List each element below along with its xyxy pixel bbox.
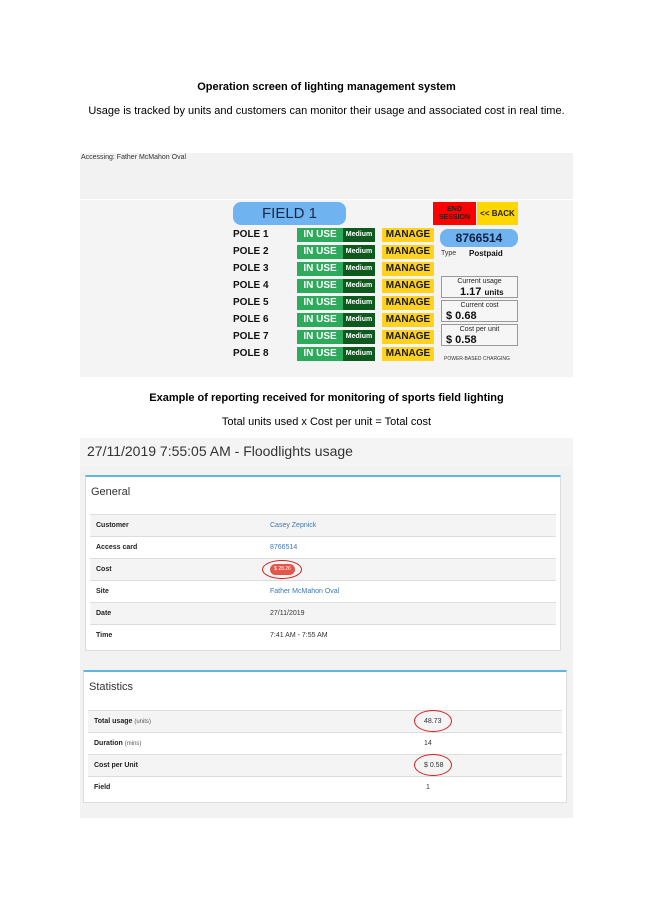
pole-status-button[interactable]: IN USE [297,245,343,259]
field-title: FIELD 1 [233,202,346,225]
pole-level-badge: Medium [343,228,375,242]
pole-label: POLE 2 [233,246,269,257]
reporting-formula: Total units used x Cost per unit = Total cost [221,416,432,428]
pole-label: POLE 1 [233,229,269,240]
general-row-time [90,624,556,646]
accessing-site-label: Accessing: Father McMahon Oval [81,154,187,161]
row-key: Customer [96,522,129,529]
general-row-cost [90,558,556,580]
pole-row-6 [231,313,434,328]
current-usage-label: Current usage [457,278,502,285]
reporting-heading: Example of reporting received for monitoring of sports field lighting [149,392,504,404]
pole-status-button[interactable]: IN USE [297,330,343,344]
pole-status-button[interactable]: IN USE [297,279,343,293]
current-usage-units: units [484,288,504,297]
row-key-unit: (units) [134,719,152,725]
row-key-label: Cost per Unit [94,762,138,769]
pole-manage-button[interactable]: MANAGE [382,313,434,327]
general-row-site [90,580,556,602]
pole-level-badge: Medium [343,313,375,327]
cost-per-unit-label: Cost per unit [459,326,500,333]
pole-level-badge: Medium [343,262,375,276]
general-panel-title: General [91,486,131,498]
cost-per-unit-highlight-circle [414,754,452,776]
operation-screen-heading: Operation screen of lighting management system [197,81,456,93]
pole-label: POLE 8 [233,348,269,359]
current-cost-box [441,300,518,322]
pole-manage-button[interactable]: MANAGE [382,279,434,293]
cost-badge: $ 28.26 [270,564,295,575]
end-session-button[interactable] [433,202,476,225]
field-value: 1 [426,784,430,791]
account-type-label: Type [441,250,457,257]
duration-value: 14 [424,740,432,747]
site-link[interactable]: Father McMahon Oval [270,588,340,595]
access-card-number: 8766514 [440,229,518,247]
pole-row-2 [231,245,434,260]
stats-row-field [88,776,562,798]
end-session-label-line1: END [447,206,462,213]
pole-row-1 [231,228,434,243]
row-key [94,784,110,791]
pole-manage-button[interactable]: MANAGE [382,245,434,259]
cost-per-unit-box [441,324,518,346]
general-row-access-card [90,536,556,558]
row-key: Date [96,610,112,617]
general-row-customer [90,514,556,536]
access-card-link[interactable]: 8766514 [270,544,298,551]
end-session-label-line2: SESSION [438,214,471,221]
pole-level-badge: Medium [343,296,375,310]
pole-row-3 [231,262,434,277]
current-usage-value: 1.17 [460,286,482,298]
general-panel [85,475,561,651]
cost-highlight-circle [262,560,302,579]
stats-row-cost-per-unit [88,754,562,776]
current-usage-box [441,276,518,298]
pole-row-4 [231,279,434,294]
row-key [94,762,138,769]
pole-manage-button[interactable]: MANAGE [382,330,434,344]
pole-level-badge: Medium [343,330,375,344]
customer-link[interactable]: Casey Zepnick [270,522,317,529]
row-key-label: Duration [94,740,123,747]
back-button[interactable]: << BACK [477,202,518,225]
row-key-label: Total usage [94,718,133,725]
pole-row-5 [231,296,434,311]
pole-manage-button[interactable]: MANAGE [382,347,434,361]
row-key: Site [96,588,109,595]
statistics-panel [83,670,567,803]
row-key-label: Field [94,784,111,791]
operation-screen-description: Usage is tracked by units and customers can monitor their usage and associated cost in real time. [88,105,565,117]
general-row-date [90,602,556,624]
pole-level-badge: Medium [343,245,375,259]
pole-status-button[interactable]: IN USE [297,262,343,276]
row-value: 7:41 AM - 7:55 AM [270,632,328,639]
pole-manage-button[interactable]: MANAGE [382,262,434,276]
pole-manage-button[interactable]: MANAGE [382,296,434,310]
pole-status-button[interactable]: IN USE [297,347,343,361]
current-cost-value: $ 0.68 [446,310,477,322]
row-key-unit: (mins) [124,741,142,747]
stats-row-total-usage [88,710,562,732]
current-cost-label: Current cost [460,302,499,309]
pole-level-badge: Medium [343,347,375,361]
pole-status-button[interactable]: IN USE [297,313,343,327]
cost-per-unit-value: $ 0.58 [446,334,477,346]
pole-label: POLE 4 [233,280,269,291]
cost-per-unit-report-value: $ 0.58 [424,762,444,769]
account-type-value: Postpaid [469,249,503,258]
row-key: Access card [96,544,138,551]
pole-label: POLE 6 [233,314,269,325]
pole-status-button[interactable]: IN USE [297,228,343,242]
current-usage-readout [460,286,504,298]
pole-manage-button[interactable]: MANAGE [382,228,434,242]
statistics-panel-title: Statistics [89,681,134,693]
stats-row-duration [88,732,562,754]
total-usage-highlight-circle [414,710,452,732]
pole-label: POLE 5 [233,297,269,308]
row-key [94,718,151,725]
row-value: 27/11/2019 [270,610,305,617]
pole-status-button[interactable]: IN USE [297,296,343,310]
total-usage-value: 48.73 [424,718,442,725]
row-key: Cost [96,566,112,573]
row-key: Time [96,632,113,639]
pole-level-badge: Medium [343,279,375,293]
pole-label: POLE 7 [233,331,269,342]
report-title: 27/11/2019 7:55:05 AM - Floodlights usage [87,443,353,459]
pole-label: POLE 3 [233,263,269,274]
pole-row-7 [231,330,434,345]
row-key [94,740,141,747]
charging-mode-label: POWER-BASED CHARGING [444,356,510,362]
pole-row-8 [231,347,434,362]
